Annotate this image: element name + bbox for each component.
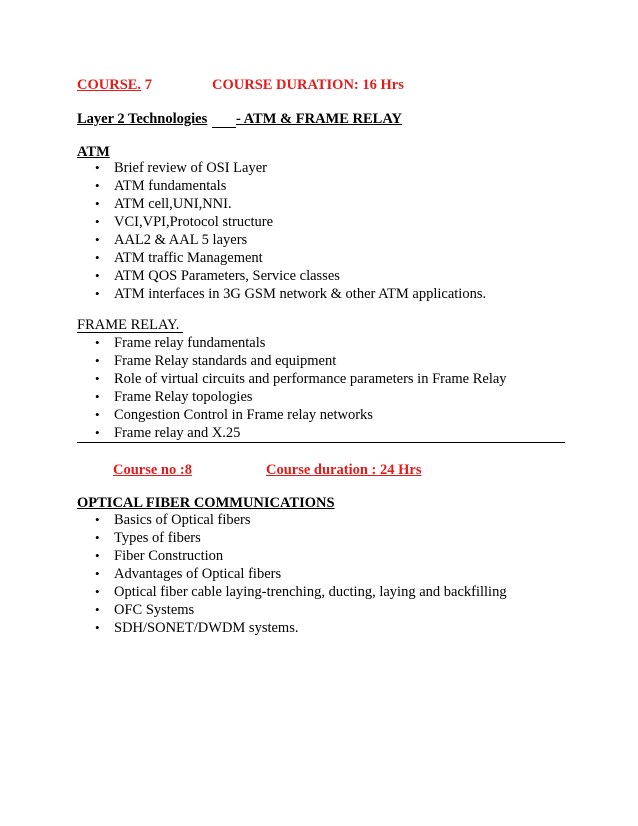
list-item: • OFC Systems (95, 602, 195, 618)
bullet-icon: • (95, 389, 100, 404)
atm-heading: ATM (77, 144, 110, 160)
list-item: • AAL2 & AAL 5 layers (95, 232, 248, 248)
bullet-icon: • (95, 178, 100, 193)
list-item: • ATM interfaces in 3G GSM network & other ATM applications. (95, 286, 487, 302)
bullet-icon: • (95, 425, 100, 440)
bullet-icon: • (95, 602, 100, 617)
layer2-subtitle: - ATM & FRAME RELAY (236, 111, 402, 127)
list-item: • Frame Relay standards and equipment (95, 353, 337, 369)
bullet-icon: • (95, 232, 100, 247)
bullet-icon: • (95, 512, 100, 527)
bullet-icon: • (95, 335, 100, 350)
bullet-icon: • (95, 214, 100, 229)
list-item: • ATM cell,UNI,NNI. (95, 196, 232, 212)
bullet-icon: • (95, 407, 100, 422)
list-item: • Advantages of Optical fibers (95, 566, 282, 582)
bullet-icon: • (95, 160, 100, 175)
list-item: • Types of fibers (95, 530, 201, 546)
list-item: • ATM traffic Management (95, 250, 263, 266)
list-item: • Congestion Control in Frame relay networks (95, 407, 373, 423)
list-item: • Frame relay fundamentals (95, 335, 266, 351)
course8-duration: Course duration : 24 Hrs (266, 462, 422, 478)
list-item: • Brief review of OSI Layer (95, 160, 267, 176)
list-item: • Optical fiber cable laying-trenching, ducting, laying and backfilling (95, 584, 507, 600)
list-item: • VCI,VPI,Protocol structure (95, 214, 274, 230)
section-divider (77, 442, 565, 443)
list-item: • ATM fundamentals (95, 178, 227, 194)
list-item: • SDH/SONET/DWDM systems. (95, 620, 299, 636)
ofc-heading: OPTICAL FIBER COMMUNICATIONS (77, 495, 335, 511)
list-item: • Frame relay and X.25 (95, 425, 241, 441)
course7-duration: COURSE DURATION: 16 Hrs (212, 77, 404, 93)
atm-list (92, 159, 486, 303)
bullet-icon: • (95, 268, 100, 283)
course7-header (77, 76, 152, 94)
bullet-icon: • (95, 196, 100, 211)
bullet-icon: • (95, 566, 100, 581)
bullet-icon: • (95, 371, 100, 386)
bullet-icon: • (95, 530, 100, 545)
frame-relay-heading: FRAME RELAY. (77, 317, 180, 333)
bullet-icon: • (95, 548, 100, 563)
layer2-title: Layer 2 Technologies (77, 111, 208, 127)
course7-label: COURSE. (77, 77, 142, 93)
list-item: • Basics of Optical fibers (95, 512, 251, 528)
bullet-icon: • (95, 620, 100, 635)
ofc-list (92, 511, 507, 637)
course8-number: Course no :8 (113, 462, 192, 478)
list-item: • Frame Relay topologies (95, 389, 253, 405)
list-item: • Role of virtual circuits and performance parameters in Frame Relay (95, 371, 507, 387)
frame-relay-heading-underline (77, 332, 183, 333)
bullet-icon: • (95, 250, 100, 265)
bullet-icon: • (95, 286, 100, 301)
course7-number: 7 (141, 77, 152, 93)
layer2-underline-gap (212, 127, 236, 128)
bullet-icon: • (95, 584, 100, 599)
list-item: • Fiber Construction (95, 548, 224, 564)
frame-relay-list (92, 334, 507, 442)
bullet-icon: • (95, 353, 100, 368)
list-item: • ATM QOS Parameters, Service classes (95, 268, 340, 284)
